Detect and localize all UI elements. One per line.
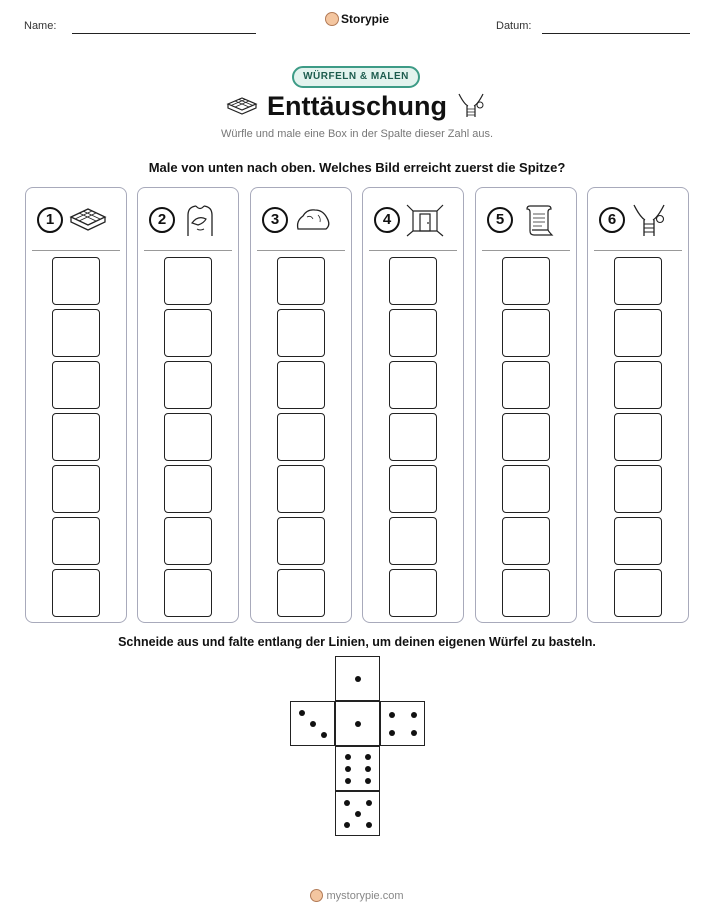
column-divider [369,250,457,251]
scroll-icon [518,203,558,237]
pip [321,732,327,738]
color-box[interactable] [502,361,550,409]
die-face-six [335,746,380,791]
color-box[interactable] [502,309,550,357]
column-divider [144,250,232,251]
date-label: Datum: [496,20,532,32]
color-box[interactable] [164,465,212,513]
color-box[interactable] [52,569,100,617]
die-face-one [335,701,380,746]
column-2 [137,187,239,623]
color-box[interactable] [614,309,662,357]
die-face-five [335,791,380,836]
color-box[interactable] [52,257,100,305]
color-box[interactable] [614,361,662,409]
color-box[interactable] [502,517,550,565]
rock-icon [293,203,333,237]
hand-on-chest-icon [180,203,220,237]
name-label: Name: [24,20,57,32]
color-box[interactable] [277,257,325,305]
color-box[interactable] [502,257,550,305]
color-box[interactable] [277,517,325,565]
pip [389,730,395,736]
color-box[interactable] [277,361,325,409]
instruction-text: Male von unten nach oben. Welches Bild erreicht zuerst die Spitze? [148,160,566,175]
color-box[interactable] [164,517,212,565]
name-line[interactable] [72,33,256,34]
footer [0,889,714,902]
color-box[interactable] [389,257,437,305]
color-box[interactable] [277,569,325,617]
column-3 [250,187,352,623]
color-box[interactable] [502,413,550,461]
pip [310,721,316,727]
color-box[interactable] [389,309,437,357]
storypie-bear-icon [310,889,323,902]
throat-lump-icon [630,203,670,237]
folded-blanket-icon [68,203,108,237]
page-title: Enttäuschung [267,91,447,121]
column-6 [587,187,689,623]
die-face-one [335,656,380,701]
column-header [251,188,351,250]
column-header [363,188,463,250]
storypie-bear-icon [325,12,339,26]
pip [345,754,351,760]
color-box[interactable] [389,465,437,513]
column-header [138,188,238,250]
color-box[interactable] [277,413,325,461]
color-box[interactable] [164,569,212,617]
pip [355,811,361,817]
pip [345,778,351,784]
pip [344,800,350,806]
activity-badge: WÜRFELN & MALEN [292,66,420,88]
color-box[interactable] [164,413,212,461]
color-box[interactable] [614,517,662,565]
column-header [588,188,688,250]
date-line[interactable] [542,33,690,34]
color-box[interactable] [52,465,100,513]
brand-name: Storypie [340,12,389,26]
footer-url[interactable]: mystorypie.com [326,890,404,902]
color-box[interactable] [614,413,662,461]
color-box[interactable] [614,257,662,305]
column-number: 6 [599,207,625,233]
pip [389,712,395,718]
color-box[interactable] [389,413,437,461]
column-divider [482,250,570,251]
color-box[interactable] [164,257,212,305]
column-divider [594,250,682,251]
color-box[interactable] [164,309,212,357]
color-box[interactable] [502,569,550,617]
pip [344,822,350,828]
color-box[interactable] [614,465,662,513]
subtitle: Würfle und male eine Box in der Spalte dieser Zahl aus. [220,128,494,140]
column-4 [362,187,464,623]
color-box[interactable] [164,361,212,409]
column-1 [25,187,127,623]
throat-lump-icon [456,92,486,118]
column-divider [257,250,345,251]
color-box[interactable] [52,517,100,565]
column-number: 5 [487,207,513,233]
cut-instruction: Schneide aus und falte entlang der Linien, um deinen eigenen Würfel zu basteln. [118,635,596,649]
color-box[interactable] [52,361,100,409]
column-header [476,188,576,250]
pip [411,730,417,736]
brand-logo [0,12,714,26]
pip [366,800,372,806]
color-box[interactable] [389,517,437,565]
column-divider [32,250,120,251]
pip [355,721,361,727]
column-number: 2 [149,207,175,233]
pip [345,766,351,772]
column-number: 3 [262,207,288,233]
empty-room-door-icon [405,203,445,237]
die-face-three [290,701,335,746]
color-box[interactable] [52,309,100,357]
column-number: 4 [374,207,400,233]
pip [411,712,417,718]
color-box[interactable] [389,569,437,617]
color-box[interactable] [389,361,437,409]
pip [299,710,305,716]
pip [366,822,372,828]
pip [355,676,361,682]
color-box[interactable] [502,465,550,513]
column-5 [475,187,577,623]
column-header [26,188,126,250]
pip [365,754,371,760]
color-box[interactable] [277,465,325,513]
pip [365,766,371,772]
color-box[interactable] [52,413,100,461]
color-box[interactable] [614,569,662,617]
die-face-four [380,701,425,746]
column-number: 1 [37,207,63,233]
color-box[interactable] [277,309,325,357]
pip [365,778,371,784]
